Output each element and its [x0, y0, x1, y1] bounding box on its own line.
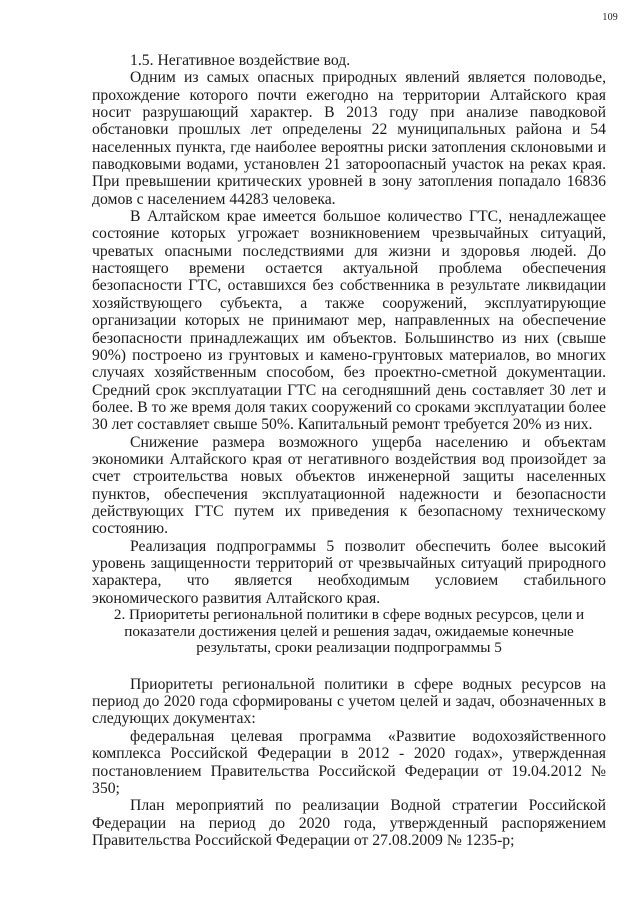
document-body [92, 52, 606, 849]
paragraph-hydraulic-structures: В Алтайском крае имеется большое количество ГТС, ненадлежащее состояние которых угрожает возникновением чрезвычайных ситуаций, чреватых опасными последствиями для жизни и здоровья людей. До настоящего времени остается актуальной проблема обеспечения безопасности ГТС, оставшихся без собственника в результате ликвидации хозяйствующего субъекта, а также сооружений, эксплуатирующие организации которых не принимают мер, направленных на обеспечение безопасности принадлежащих им объектов. Большинство из них (свыше 90%) построено из грунтовых и камено-грунтовых материалов, во многих случаях хозяйственным способом, без проектно-сметной документации. Средний срок эксплуатации ГТС на сегодняшний день составляет 30 лет и более. В то же время доля таких сооружений со сроками эксплуатации более 30 лет составляет свыше 50%. Капитальный ремонт требуется 20% из них. [92, 208, 606, 434]
paragraph-water-strategy-plan: План мероприятий по реализации Водной стратегии Российской Федерации на период до 2020 года, утвержденный распоряжением Правительства Российской Федерации от 27.08.2009 № 1235-р; [92, 797, 606, 849]
subsection-heading: 1.5. Негативное воздействие вод. [130, 52, 351, 69]
paragraph-subprogram-outcome: Реализация подпрограммы 5 позволит обеспечить более высокий уровень защищенности территорий от чрезвычайных ситуаций природного характера, что является необходимым условием стабильного экономического развития Алтайского края. [92, 537, 606, 607]
page-number: 109 [602, 12, 618, 23]
paragraph-federal-program: федеральная целевая программа «Развитие водохозяйственного комплекса Российской Федерации в 2012 - 2020 годах», утвержденная постановлением Правительства Российской Федерации от 19.04.2012 № 350; [92, 727, 606, 797]
paragraph-priorities-intro: Приоритеты региональной политики в сфере водных ресурсов на период до 2020 года сформированы с учетом целей и задач, обозначенных в следующих документах: [92, 675, 606, 728]
paragraph-flood-risk: Одним из самых опасных природных явлений является половодье, прохождение которого почти ежегодно на территории Алтайского края носит разрушающий характер. В 2013 году при анализе паводковой обстановки прошлых лет определены 22 муниципальных района и 54 населенных пункта, где наиболее вероятны риски затопления склоновыми и паводковыми водами, установлен 21 затороопасный участок на реках края. При превышении критических уровней в зону затопления попадало 16836 домов с населением 44283 человека. [92, 69, 606, 208]
section-heading: 2. Приоритеты региональной политики в сфере водных ресурсов, цели и показатели достижения целей и решения задач, ожидаемые конечные результаты, сроки реализации подпрограммы 5 [113, 606, 585, 657]
paragraph-damage-reduction: Снижение размера возможного ущерба населению и объектам экономики Алтайского края от негативного воздействия вод произойдет за счет строительства новых объектов инженерной защиты населенных пунктов, обеспечения эксплуатационной надежности и безопасности действующих ГТС путем их приведения к безопасному техническому состоянию. [92, 433, 606, 538]
